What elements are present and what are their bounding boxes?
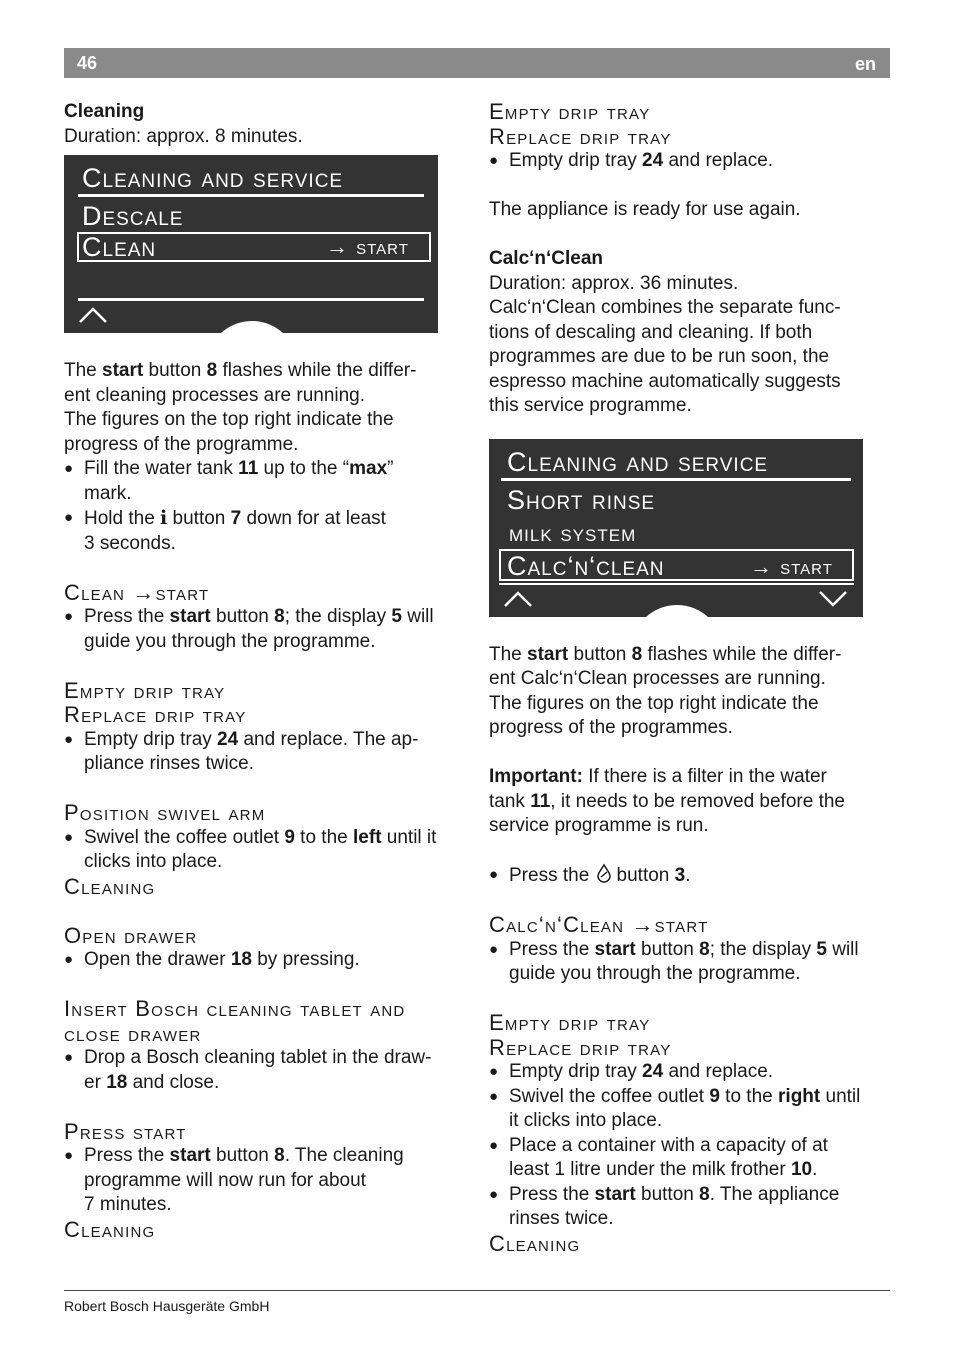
display-start-label: → start (750, 553, 833, 579)
display-title: Cleaning and service (82, 163, 344, 193)
start-flash-text-cont: ent cleaning processes are running. (64, 384, 366, 406)
display-item-descale: Descale (82, 201, 184, 231)
display-calc-menu (489, 439, 863, 617)
steps-list-3 (64, 728, 472, 777)
list-item: ● Empty drip tray 24 and replace. (489, 1060, 893, 1085)
steps-list-4 (64, 826, 472, 875)
list-item: ● Empty drip tray 24 and replace. (489, 149, 893, 174)
list-item: ● Empty drip tray 24 and replace. The ap- pliance rinses twice. (64, 728, 472, 777)
heading-position-swivel-arm: Position swivel arm (64, 800, 266, 825)
steps-list-7 (64, 1144, 472, 1218)
heading-clean-start: Clean →start (64, 579, 210, 605)
heading-cleaning: Cleaning (489, 1230, 581, 1256)
ready-text: The appliance is ready for use again. (489, 199, 801, 220)
steps-list-1 (64, 457, 472, 556)
steps-list-r4 (489, 1060, 893, 1232)
display-cleaning-menu (64, 155, 438, 333)
heading-empty-drip-tray: Empty drip tray (489, 99, 651, 124)
calc-desc-2: tions of descaling and cleaning. If both (489, 321, 813, 343)
list-item: ● Place a container with a capacity of at least 1 litre under the milk frother 10. (489, 1134, 893, 1183)
footer-company: Robert Bosch Hausgeräte GmbH (64, 1298, 270, 1314)
display-item-calc-n-clean: Calc‘n‘clean (507, 550, 665, 581)
section-title-cleaning: Cleaning (64, 101, 145, 122)
important-note: Important: If there is a filter in the water (489, 766, 827, 787)
chevron-up-icon[interactable] (503, 590, 533, 608)
calc-desc-5: this service programme. (489, 395, 692, 416)
list-item: ● Swivel the coffee outlet 9 to the right until it clicks into place. (489, 1085, 893, 1134)
heading-insert-tablet: Insert Bosch cleaning tablet and (64, 996, 406, 1021)
footer-divider (64, 1290, 890, 1291)
language-code: en (854, 54, 876, 74)
list-item: ● Press the start button 8. The cleaning programme will now run for about 7 minutes. (64, 1144, 472, 1218)
heading-press-start: Press start (64, 1118, 187, 1144)
list-item: ● Press the start button 8; the display 5 will guide you through the programme. (489, 938, 893, 987)
list-item: ● Open the drawer 18 by pressing. (64, 948, 472, 973)
display-divider-top (78, 194, 424, 197)
important-note-3: service programme is run. (489, 815, 709, 836)
list-item: ● Press the start button 8. The appliance rinses twice. (489, 1183, 893, 1232)
heading-replace-drip-tray: Replace drip tray (64, 702, 247, 727)
steps-list-r2 (489, 863, 893, 889)
page-header (64, 48, 890, 78)
heading-empty-drip-tray: Empty drip tray (64, 677, 226, 703)
display-item-milk-system: milk system (509, 519, 637, 547)
display-divider-bottom (499, 583, 854, 585)
figures-text-1: The figures on the top right indicate the (64, 409, 394, 430)
figures-text-1: The figures on the top right indicate the (489, 692, 819, 714)
display-item-short-rinse: Short rinse (507, 484, 656, 515)
chevron-up-icon[interactable] (78, 306, 108, 324)
calc-duration: Duration: approx. 36 minutes. (489, 272, 739, 294)
display-title: Cleaning and service (507, 446, 769, 477)
steps-list-r1 (489, 149, 893, 174)
heading-cleaning-1: Cleaning (64, 873, 156, 899)
figures-text-2: progress of the programme. (64, 433, 299, 455)
heading-close-drawer: close drawer (64, 1020, 202, 1046)
heading-open-drawer: Open drawer (64, 922, 198, 948)
display-start-label: → start (326, 234, 409, 259)
heading-calc-n-clean-start: Calc‘n‘Clean →start (489, 912, 709, 937)
list-item: ● Press the button 3. (489, 863, 893, 889)
figures-text-2: progress of the programmes. (489, 717, 733, 738)
list-item: ● Drop a Bosch cleaning tablet in the draw- er 18 and close. (64, 1046, 472, 1095)
start-flash-text-cont: ent Calc‘n‘Clean processes are running. (489, 668, 826, 689)
display-item-clean: Clean (82, 232, 157, 262)
start-flash-text: The start button 8 flashes while the differ- (489, 643, 842, 665)
right-column (489, 100, 893, 1256)
dial-knob[interactable] (206, 321, 298, 333)
list-item: ● Swivel the coffee outlet 9 to the left until it clicks into place. (64, 826, 472, 875)
display-divider-bottom (78, 298, 424, 301)
section-title-calc-n-clean: Calc‘n‘Clean (489, 248, 604, 269)
steps-list-r3 (489, 938, 893, 987)
display-divider-top (501, 478, 851, 481)
steps-list-6 (64, 1046, 472, 1095)
heading-replace-drip-tray: Replace drip tray (489, 123, 672, 149)
dial-knob[interactable] (631, 605, 723, 617)
calc-n-clean-icon (595, 863, 613, 883)
chevron-down-icon[interactable] (818, 590, 848, 608)
page-number: 46 (77, 53, 98, 73)
left-column (64, 100, 472, 1242)
calc-desc-3: programmes are due to be run soon, the (489, 346, 830, 367)
calc-desc-1: Calc‘n‘Clean combines the separate func- (489, 297, 841, 318)
list-item: ● Hold the i button 7 down for at least 3 seconds. (64, 506, 472, 556)
list-item: ● Press the start button 8; the display 5 will guide you through the programme. (64, 605, 472, 654)
cleaning-duration: Duration: approx. 8 minutes. (64, 125, 303, 147)
heading-empty-drip-tray-2: Empty drip tray (489, 1010, 651, 1035)
steps-list-2 (64, 605, 472, 654)
calc-desc-4: espresso machine automatically suggests (489, 370, 841, 392)
heading-cleaning-2: Cleaning (64, 1216, 156, 1242)
start-flash-text: The start button 8 flashes while the differ- (64, 360, 417, 381)
heading-replace-drip-tray-2: Replace drip tray (489, 1034, 672, 1060)
important-note-2: tank 11, it needs to be removed before the (489, 790, 845, 812)
steps-list-5 (64, 948, 472, 973)
list-item: ● Fill the water tank 11 up to the “max” mark. (64, 457, 472, 506)
